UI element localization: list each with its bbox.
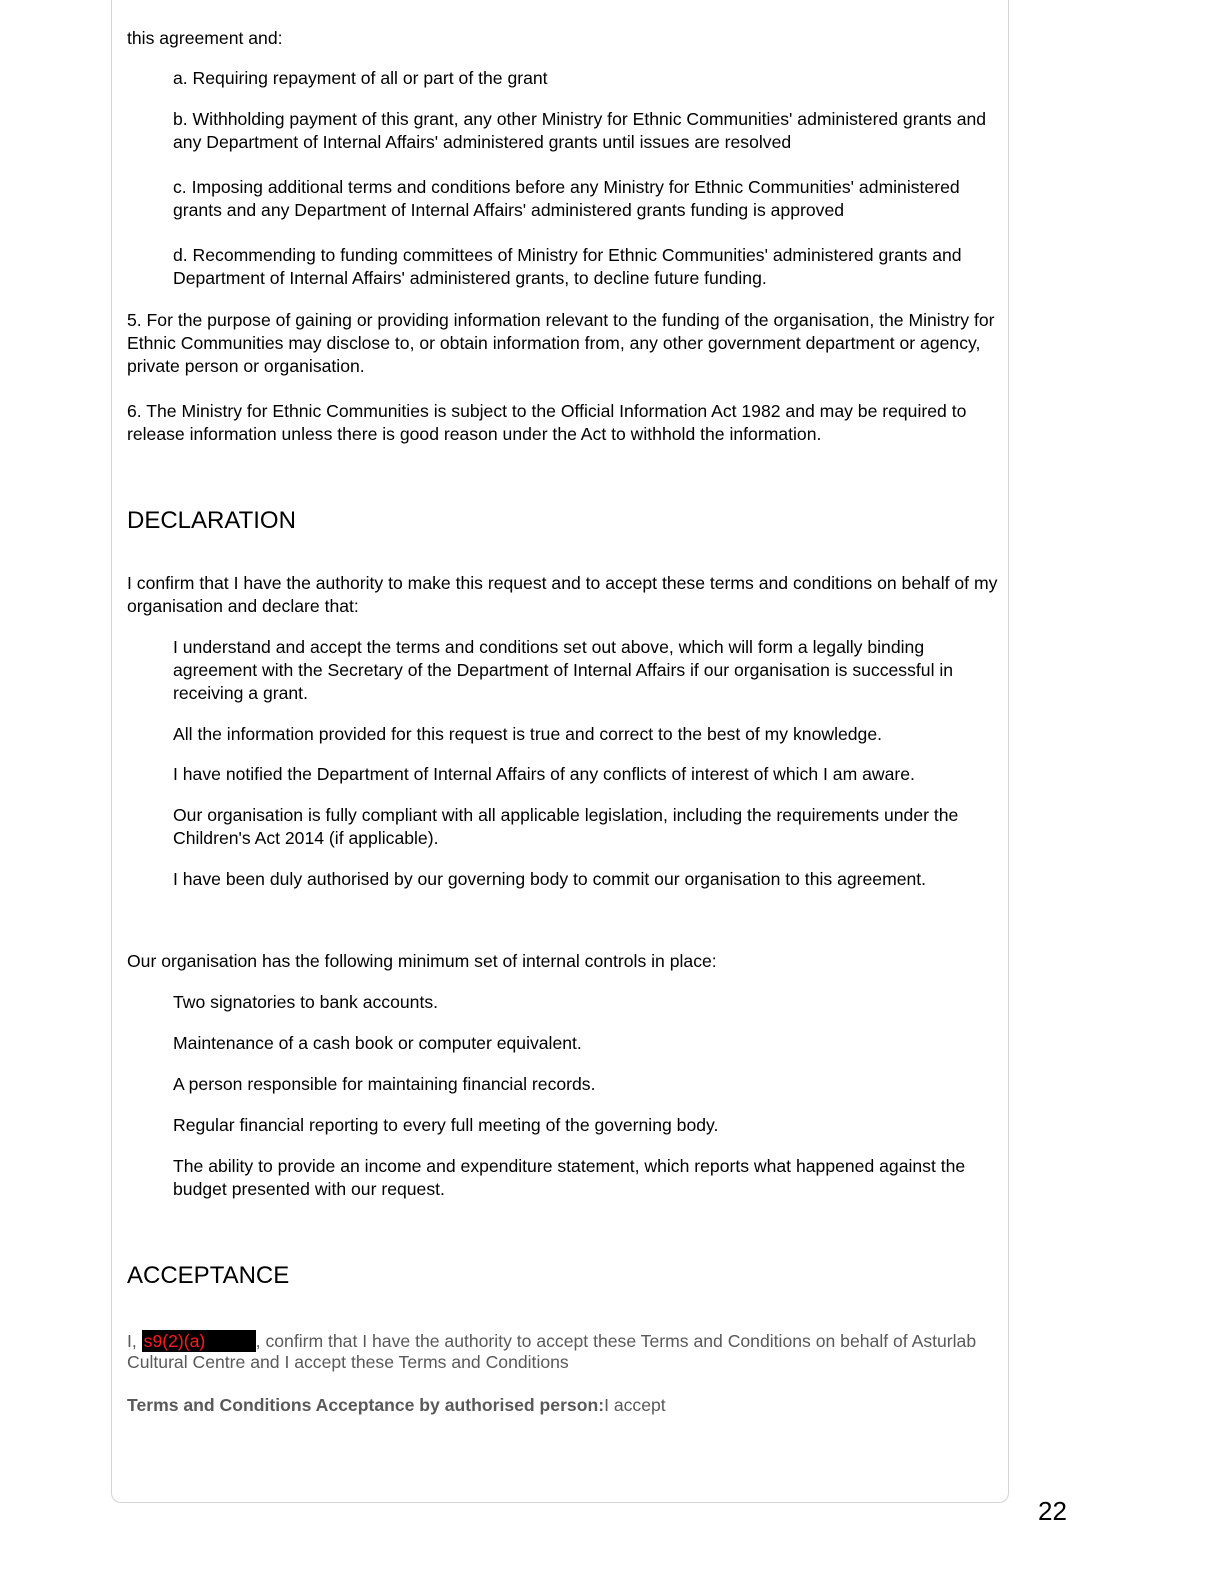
control-item: Two signatories to bank accounts. <box>173 992 439 1012</box>
intro-fragment: this agreement and: <box>127 28 283 48</box>
document-content <box>127 27 1002 1417</box>
declaration-item: I have notified the Department of Internal Affairs of any conflicts of interest of which I am aware. <box>173 764 915 784</box>
declaration-item: Our organisation is fully compliant with all applicable legislation, including the requirements under the Children's Act 2014 (if applicable). <box>173 805 959 848</box>
control-item: Regular financial reporting to every full meeting of the governing body. <box>173 1115 719 1135</box>
clause-6: 6. The Ministry for Ethnic Communities is subject to the Official Information Act 1982 and may be required to release information unless there is good reason under the Act to withhold the information. <box>127 401 967 444</box>
page-number: 22 <box>1038 1496 1067 1526</box>
remedy-c: c. Imposing additional terms and conditions before any Ministry for Ethnic Communities' administered grants and any Department of Internal Affairs' administered grants funding is approved <box>173 177 960 220</box>
remedy-a: a. Requiring repayment of all or part of the grant <box>173 68 548 88</box>
declaration-intro: I confirm that I have the authority to make this request and to accept these terms and conditions on behalf of my organisation and declare that: <box>127 573 998 616</box>
remedy-d: d. Recommending to funding committees of Ministry for Ethnic Communities' administered grants and Department of Internal Affairs' administered grants, to decline future funding. <box>173 245 962 288</box>
declaration-heading: DECLARATION <box>127 507 296 534</box>
control-item: The ability to provide an income and expenditure statement, which reports what happened against the budget presented with our request. <box>173 1156 966 1199</box>
acceptance-prefix: I, <box>127 1331 142 1351</box>
acceptance-heading: ACCEPTANCE <box>127 1262 290 1289</box>
acceptance-suffix: , confirm that I have the authority to accept these Terms and Conditions on behalf of Asturlab Cultural Centre and I accept these Terms and Conditions <box>127 1331 977 1372</box>
acceptance-label: Terms and Conditions Acceptance by authorised person: <box>127 1395 605 1415</box>
acceptance-value: I accept <box>604 1395 666 1415</box>
declaration-item: All the information provided for this request is true and correct to the best of my knowledge. <box>173 724 882 744</box>
acceptance-line <box>127 1394 1002 1417</box>
control-item: Maintenance of a cash book or computer equivalent. <box>173 1033 582 1053</box>
controls-intro: Our organisation has the following minimum set of internal controls in place: <box>127 951 717 971</box>
declaration-item: I understand and accept the terms and conditions set out above, which will form a legally binding agreement with the Secretary of the Department of Internal Affairs if our organisation is successful in receiving a grant. <box>173 637 954 703</box>
control-item: A person responsible for maintaining financial records. <box>173 1074 596 1094</box>
acceptance-statement <box>127 1330 1002 1373</box>
clause-5: 5. For the purpose of gaining or providing information relevant to the funding of the organisation, the Ministry for Ethnic Communities may disclose to, or obtain information from, any other government department or agency, private person or organisation. <box>127 310 995 376</box>
redaction-box: s9(2)(a) <box>142 1330 256 1352</box>
remedy-b: b. Withholding payment of this grant, any other Ministry for Ethnic Communities' administered grants and any Department of Internal Affairs' administered grants until issues are resolved <box>173 109 987 152</box>
declaration-item: I have been duly authorised by our governing body to commit our organisation to this agreement. <box>173 869 927 889</box>
